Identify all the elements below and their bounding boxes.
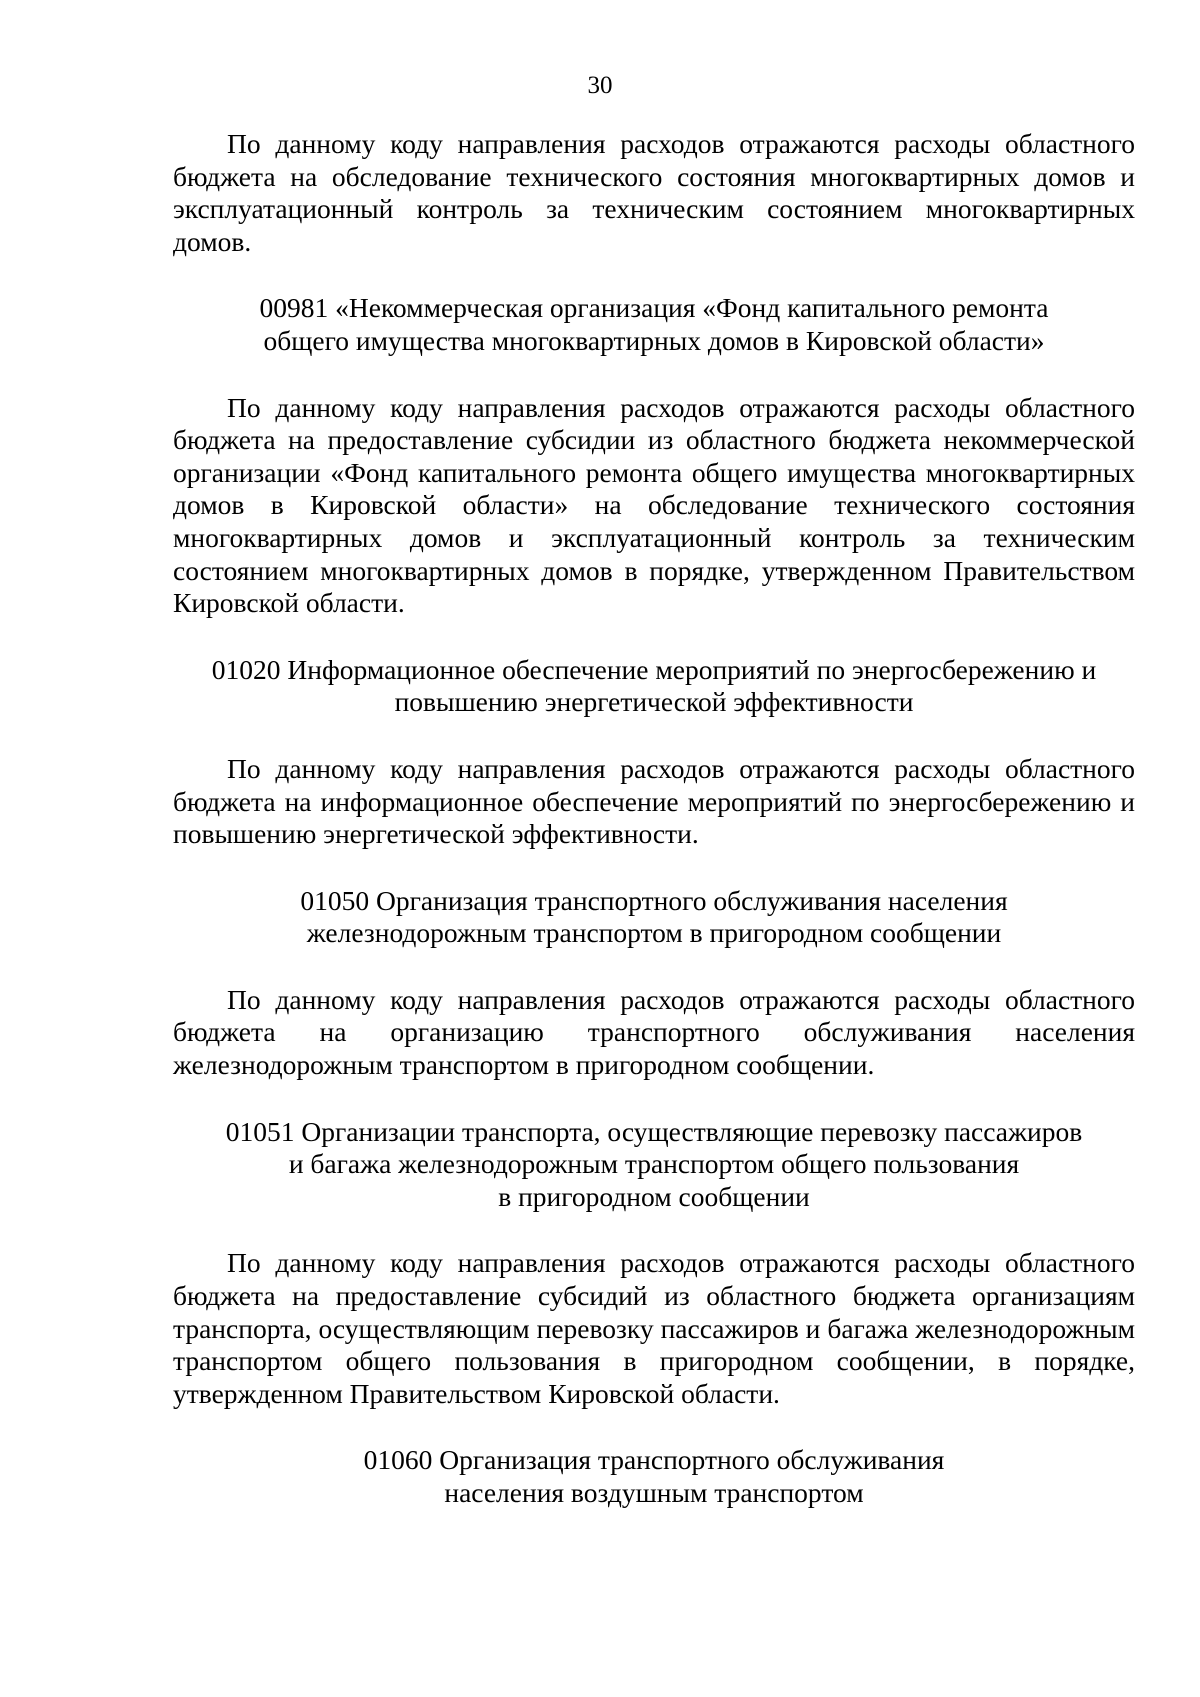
paragraph-01050: По данному коду направления расходов отражаются расходы областного бюджета на организацию транспортного обслуживания населения железнодорожным транспортом в пригородном сообщении. xyxy=(173,983,1135,1081)
paragraph-01020: По данному коду направления расходов отражаются расходы областного бюджета на информационное обеспечение мероприятий по энергосбережению и повышению энергетической эффективности. xyxy=(173,752,1135,850)
heading-line: 01050 Организация транспортного обслуживания населения xyxy=(300,884,1008,916)
heading-line: общего имущества многоквартирных домов в Кировской области» xyxy=(263,324,1045,356)
heading-line: железнодорожным транспортом в пригородном сообщении xyxy=(306,917,1002,949)
heading-01051 xyxy=(173,1116,1135,1214)
heading-line: и багажа железнодорожным транспортом общего пользования xyxy=(288,1148,1020,1180)
heading-line: 01020 Информационное обеспечение мероприятий по энергосбережению и xyxy=(211,653,1097,685)
heading-01050 xyxy=(173,885,1135,950)
paragraph-0981-intro: По данному коду направления расходов отражаются расходы областного бюджета на обследование технического состояния многоквартирных домов и эксплуатационный контроль за техническим состоянием многоквартирных домов. xyxy=(173,128,1135,257)
heading-line: 01051 Организации транспорта, осуществляющие перевозку пассажиров xyxy=(225,1115,1083,1147)
heading-00981 xyxy=(173,292,1135,357)
page-number: 30 xyxy=(587,72,613,99)
paragraph-00981: По данному коду направления расходов отражаются расходы областного бюджета на предоставление субсидии из областного бюджета некоммерческой организации «Фонд капитального ремонта общего имущества многоквартирных домов в Кировской области» на обследование технического состояния многоквартирных домов и эксплуатационный контроль за техническим состоянием многоквартирных домов в порядке, утвержденном Правительством Кировской области. xyxy=(173,391,1135,619)
heading-01020 xyxy=(173,654,1135,719)
document-body xyxy=(173,128,1135,1510)
heading-01060 xyxy=(173,1444,1135,1509)
heading-line: 00981 «Некоммерческая организация «Фонд капитального ремонта xyxy=(259,292,1049,324)
heading-line: населения воздушным транспортом xyxy=(444,1477,864,1508)
heading-line: повышению энергетической эффективности xyxy=(394,686,914,718)
heading-line: в пригородном сообщении xyxy=(498,1180,810,1212)
heading-line: 01060 Организация транспортного обслуживания xyxy=(363,1444,945,1476)
paragraph-01051: По данному коду направления расходов отражаются расходы областного бюджета на предоставление субсидий из областного бюджета организациям транспорта, осуществляющим перевозку пассажиров и багажа железнодорожным транспортом общего пользования в пригородном сообщении, в порядке, утвержденном Правительством Кировской области. xyxy=(173,1247,1135,1409)
